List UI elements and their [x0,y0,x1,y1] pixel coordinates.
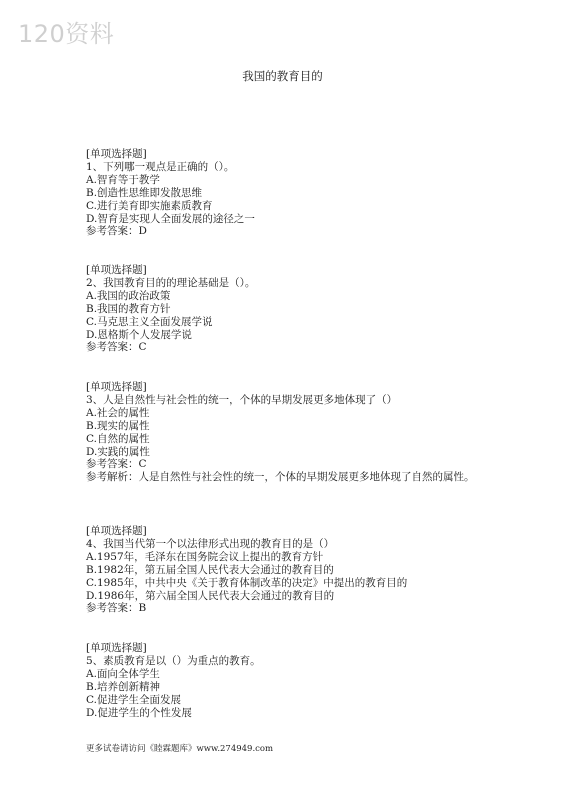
question-4 [86,525,486,615]
option-a: A.1957年，毛泽东在国务院会议上提出的教育方针 [86,550,324,563]
option-b: B.创造性思维即发散思维 [86,186,203,199]
question-1 [86,148,486,238]
question-stem: 3、人是自然性与社会性的统一，个体的早期发展更多地体现了（） [86,393,398,406]
question-type: [单项选择题] [86,264,147,276]
question-type: [单项选择题] [86,642,147,654]
watermark-logo: 120资料 [18,20,115,48]
option-b: B.我国的教育方针 [86,302,171,315]
option-c: C.马克思主义全面发展学说 [86,315,213,328]
option-d: D.促进学生的个性发展 [86,706,192,719]
question-stem: 1、下列哪一观点是正确的（）。 [86,160,235,173]
question-stem: 5、素质教育是以（）为重点的教育。 [86,654,261,667]
option-d: D.实践的属性 [86,445,150,458]
option-b: B.培养创新精神 [86,680,161,693]
footer-link-text: 更多试卷请访问《睦霖题库》www.274949.com [86,744,274,754]
question-5 [86,642,486,719]
option-d: D.智育是实现人全面发展的途径之一 [86,212,255,225]
option-a: A.社会的属性 [86,406,150,419]
option-b: B.现实的属性 [86,419,150,432]
option-d: D.恩格斯个人发展学说 [86,328,192,341]
question-2 [86,264,486,354]
answer: 参考答案：C [86,458,147,471]
option-b: B.1982年，第五届全国人民代表大会通过的教育目的 [86,563,334,576]
option-d: D.1986年，第六届全国人民代表大会通过的教育目的 [86,589,335,602]
question-stem: 4、我国当代第一个以法律形式出现的教育目的是（） [86,537,335,550]
option-a: A.我国的政治政策 [86,289,171,302]
option-c: C.进行美育即实施素质教育 [86,199,213,212]
page-title: 我国的教育目的 [242,69,323,83]
answer: 参考答案：D [86,225,147,238]
analysis: 参考解析：人是自然性与社会性的统一，个体的早期发展更多地体现了自然的属性。 [86,471,475,484]
answer: 参考答案：C [86,341,147,354]
question-type: [单项选择题] [86,148,147,160]
option-c: C.促进学生全面发展 [86,693,181,706]
question-3 [86,381,486,484]
option-a: A.面向全体学生 [86,667,160,680]
option-c: C.1985年，中共中央《关于教育体制改革的决定》中提出的教育目的 [86,576,408,589]
option-a: A.智育等于教学 [86,173,160,186]
question-type: [单项选择题] [86,381,147,393]
option-c: C.自然的属性 [86,432,150,445]
answer: 参考答案：B [86,602,147,615]
question-type: [单项选择题] [86,525,147,537]
question-stem: 2、我国教育目的的理论基础是（）。 [86,276,256,289]
